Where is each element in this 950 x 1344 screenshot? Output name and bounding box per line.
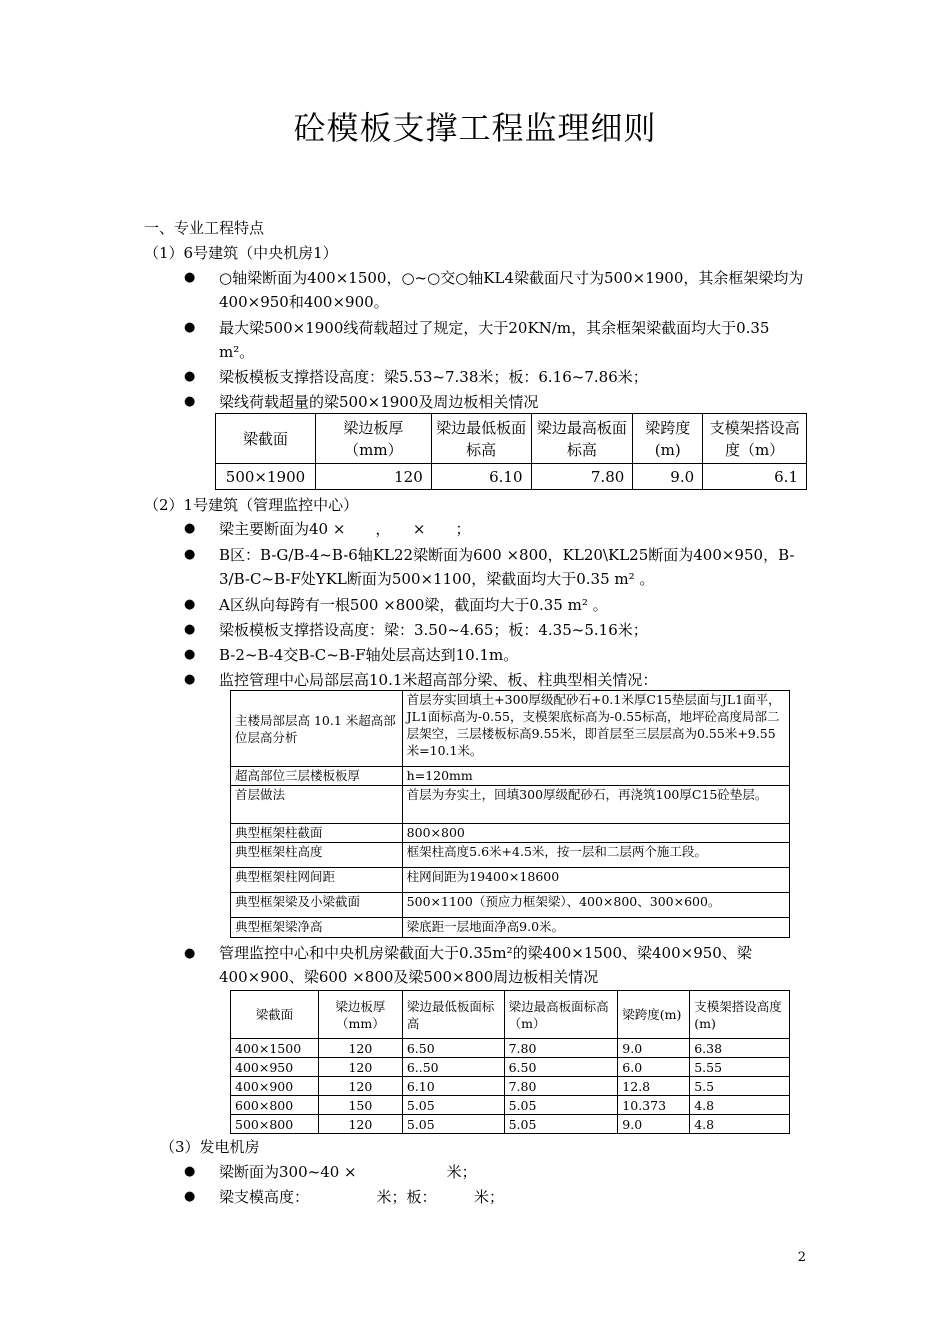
table-cell: 12.8 [618, 1077, 690, 1096]
bullet-dot: ● [184, 946, 196, 961]
table-header: 梁截面 [216, 414, 316, 464]
bullet-dot: ● [184, 672, 196, 687]
table-cell: 首层做法 [231, 786, 403, 824]
table-cell: 柱网间距为19400×18600 [402, 868, 789, 893]
table-cell: 9.0 [618, 1115, 690, 1134]
table-header: 梁跨度(m) [618, 991, 690, 1039]
table-cell: 120 [318, 1077, 402, 1096]
bullet-dot: ● [184, 547, 196, 562]
table-cell: 5.05 [504, 1096, 618, 1115]
bullet-text: 梁断面为300~40 × 米； [219, 1163, 477, 1181]
table-cell: 600×800 [231, 1096, 319, 1115]
subsection-heading-2: （2）1号建筑（管理监控中心） [144, 496, 359, 514]
table-cell: 首层夯实回填土+300厚级配砂石+0.1米厚C15垫层面与JL1面平，JL1面标高为-0.55，支模架底标高为-0.55标高，地坪砼高度局部二层架空，三层楼板标高9.55米，即首层至三层层高为0.55米+9.55米=10.1米。 [402, 691, 789, 767]
bullet-text: 梁板模板支撑搭设高度：梁：3.50~4.65；板：4.35~5.16米； [219, 621, 648, 639]
table-cell: 120 [318, 1115, 402, 1134]
table-cell: 框架柱高度5.6米+4.5米，按一层和二层两个施工段。 [402, 843, 789, 868]
floor-height-table [230, 690, 790, 938]
table-cell: h=120mm [402, 767, 789, 786]
bullet-text: 梁主要断面为40 × ， × ； [219, 520, 471, 538]
table-cell: 4.8 [690, 1115, 790, 1134]
table-cell: 6.50 [402, 1039, 504, 1058]
table-cell: 10.373 [618, 1096, 690, 1115]
table-cell: 7.80 [504, 1039, 618, 1058]
table-cell: 6.10 [402, 1077, 504, 1096]
table-cell: 9.0 [618, 1039, 690, 1058]
table-header: 梁边最低板面标高 [402, 991, 504, 1039]
bullet-dot: ● [184, 1164, 196, 1179]
table-header: 梁边板厚（mm） [315, 414, 431, 464]
beam-table-1 [215, 413, 807, 490]
bullet-text: 管理监控中心和中央机房梁截面大于0.35m²的梁400×1500、梁400×950、梁400×900、梁600 ×800及梁500×800周边板相关情况 [219, 944, 752, 986]
table-header: 梁边最高板面标高 [531, 414, 633, 464]
table-cell: 120 [318, 1039, 402, 1058]
table-cell: 4.8 [690, 1096, 790, 1115]
table-cell: 5.05 [402, 1115, 504, 1134]
table-header: 梁截面 [231, 991, 319, 1039]
table-cell: 6.38 [690, 1039, 790, 1058]
table-header: 梁边最低板面标高 [431, 414, 531, 464]
table-header: 梁跨度(m) [633, 414, 703, 464]
table-cell: 5.55 [690, 1058, 790, 1077]
table-cell: 典型框架梁及小梁截面 [231, 893, 403, 918]
bullet-dot: ● [184, 320, 196, 335]
table-cell: 120 [315, 464, 431, 490]
bullet-text: 梁线荷载超量的梁500×1900及周边板相关情况 [219, 393, 539, 411]
table-cell: 150 [318, 1096, 402, 1115]
table-cell: 7.80 [504, 1077, 618, 1096]
table-cell: 120 [318, 1058, 402, 1077]
table-cell: 典型框架柱截面 [231, 824, 403, 843]
table-cell: 梁底距一层地面净高9.0米。 [402, 918, 789, 938]
table-cell: 800×800 [402, 824, 789, 843]
page-number: 2 [797, 1250, 806, 1265]
table-cell: 典型框架梁净高 [231, 918, 403, 938]
bullet-text: A区纵向每跨有一根500 ×800梁，截面均大于0.35 m² 。 [219, 596, 608, 614]
bullet-dot: ● [184, 597, 196, 612]
table-header: 梁边板厚（mm） [318, 991, 402, 1039]
bullet-dot: ● [184, 622, 196, 637]
table-cell: 500×800 [231, 1115, 319, 1134]
table-cell: 500×1100（预应力框架梁）、400×800、300×600。 [402, 893, 789, 918]
section-heading: 一、专业工程特点 [144, 219, 265, 237]
table-header: 梁边最高板面标高（m） [504, 991, 618, 1039]
bullet-dot: ● [184, 394, 196, 409]
table-cell: 400×950 [231, 1058, 319, 1077]
bullet-dot: ● [184, 369, 196, 384]
bullet-text: B区：B-G/B-4~B-6轴KL22梁断面为600 ×800，KL20\KL25断面为400×950，B-3/B-C~B-F处YKL断面为500×1100，梁截面均大于0.35 m² 。 [219, 546, 795, 588]
table-cell: 超高部位三层楼板板厚 [231, 767, 403, 786]
table-cell: 400×1500 [231, 1039, 319, 1058]
subsection-heading-3: （3）发电机房 [160, 1138, 260, 1156]
table-cell: 6.10 [431, 464, 531, 490]
table-header: 支模架搭设高度（m） [703, 414, 807, 464]
table-cell: 首层为夯实土，回填300厚级配砂石，再浇筑100厚C15砼垫层。 [402, 786, 789, 824]
table-cell: 9.0 [633, 464, 703, 490]
table-cell: 5.5 [690, 1077, 790, 1096]
bullet-text: B-2~B-4交B-C~B-F轴处层高达到10.1m。 [219, 646, 519, 664]
bullet-dot: ● [184, 1189, 196, 1204]
table-cell: 5.05 [402, 1096, 504, 1115]
bullet-text: 监控管理中心局部层高10.1米超高部分梁、板、柱典型相关情况： [219, 671, 658, 689]
bullet-dot: ● [184, 521, 196, 536]
table-cell: 6.1 [703, 464, 807, 490]
table-cell: 主楼局部层高 10.1 米超高部位层高分析 [231, 691, 403, 767]
table-cell: 7.80 [531, 464, 633, 490]
bullet-text: 最大梁500×1900线荷载超过了规定，大于20KN/m，其余框架梁截面均大于0.35 m²。 [219, 319, 770, 361]
table-cell: 6..50 [402, 1058, 504, 1077]
subsection-heading-1: （1）6号建筑（中央机房1） [144, 244, 338, 262]
table-cell: 6.0 [618, 1058, 690, 1077]
table-cell: 500×1900 [216, 464, 316, 490]
page-title: 砼模板支撑工程监理细则 [293, 109, 657, 147]
table-cell: 典型框架柱网间距 [231, 868, 403, 893]
table-cell: 400×900 [231, 1077, 319, 1096]
bullet-dot: ● [184, 647, 196, 662]
table-cell: 典型框架柱高度 [231, 843, 403, 868]
table-cell: 6.50 [504, 1058, 618, 1077]
table-header: 支模架搭设高度(m) [690, 991, 790, 1039]
table-cell: 5.05 [504, 1115, 618, 1134]
bullet-dot: ● [184, 270, 196, 285]
bullet-text: 梁板模板支撑搭设高度：梁5.53~7.38米；板：6.16~7.86米； [219, 368, 648, 386]
bullet-text: ○轴梁断面为400×1500，○~○交○轴KL4梁截面尺寸为500×1900，其余框架梁均为400×950和400×900。 [219, 269, 804, 311]
bullet-text: 梁支模高度： 米；板： 米； [219, 1188, 505, 1206]
beam-table-2 [230, 990, 790, 1134]
